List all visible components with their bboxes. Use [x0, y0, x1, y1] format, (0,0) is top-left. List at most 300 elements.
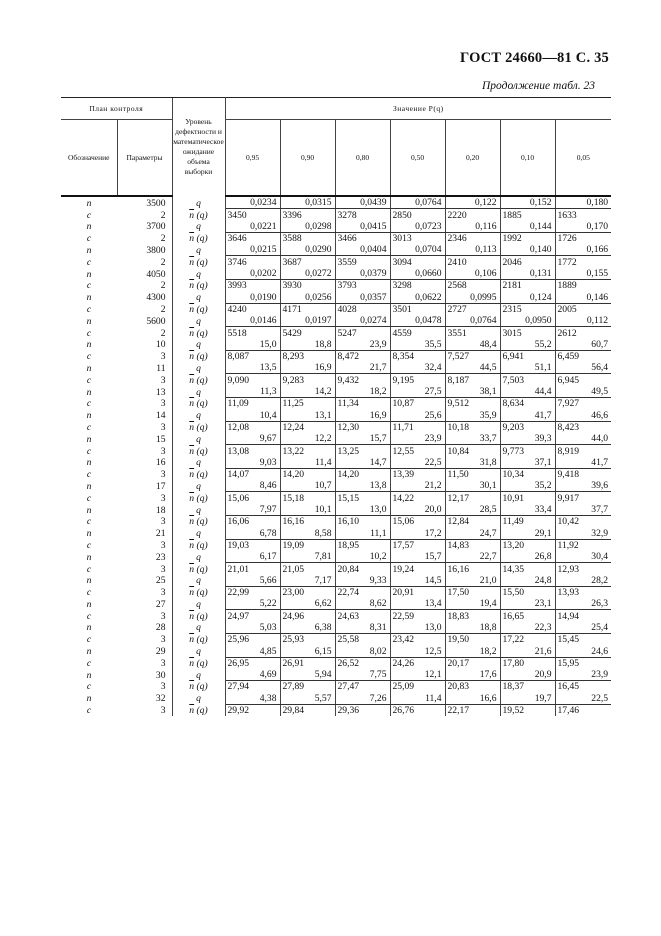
value-cell: 11,4 [280, 457, 335, 469]
table-row [61, 563, 611, 575]
row-parameter: 5600 [146, 315, 166, 327]
header-p-value: 0,50 [390, 120, 445, 197]
value-cell: 0,0950 [500, 315, 555, 327]
value-cell: 49,5 [555, 386, 611, 398]
value-cell: 0,0764 [445, 315, 500, 327]
value-cell: 14,20 [280, 468, 335, 480]
row-level: $\overline{n}$ (q) [172, 610, 225, 622]
value-cell: 0,124 [500, 291, 555, 303]
value-cell: 12,93 [555, 563, 611, 575]
table-row [61, 244, 611, 256]
value-cell: 16,6 [445, 692, 500, 704]
table-row [61, 421, 611, 433]
value-cell: 55,2 [500, 339, 555, 351]
value-cell: 51,1 [500, 362, 555, 374]
value-cell: 15,0 [225, 339, 280, 351]
row-symbol: n [86, 362, 92, 374]
row-level: q [172, 622, 225, 634]
value-cell: 16,10 [335, 516, 390, 528]
value-cell: 13,1 [280, 409, 335, 421]
value-cell: 17,57 [390, 539, 445, 551]
row-symbol: c [86, 398, 92, 410]
value-cell: 3501 [390, 303, 445, 315]
value-cell: 19,7 [500, 692, 555, 704]
value-cell: 0,180 [555, 196, 611, 209]
header-plan: План контроля [61, 98, 172, 120]
row-level: q [172, 221, 225, 233]
value-cell: 30,4 [555, 551, 611, 563]
value-cell: 24,26 [390, 657, 445, 669]
value-cell: 1772 [555, 256, 611, 268]
value-cell: 3559 [335, 256, 390, 268]
value-cell: 3551 [445, 327, 500, 339]
value-cell: 13,5 [225, 362, 280, 374]
row-parameter: 28 [155, 622, 166, 634]
value-cell: 0,0190 [225, 291, 280, 303]
value-cell: 25,6 [390, 409, 445, 421]
value-cell: 14,5 [390, 575, 445, 587]
value-cell: 33,7 [445, 433, 500, 445]
table-row [61, 468, 611, 480]
value-cell: 9,67 [225, 433, 280, 445]
value-cell: 23,1 [500, 598, 555, 610]
table-row [61, 539, 611, 551]
row-symbol: n [86, 292, 92, 304]
value-cell: 4,38 [225, 692, 280, 704]
value-cell: 3466 [335, 232, 390, 244]
value-cell: 14,2 [280, 386, 335, 398]
value-cell: 8,354 [390, 350, 445, 362]
table-row [61, 315, 611, 327]
value-cell: 10,1 [280, 504, 335, 516]
value-cell: 18,2 [445, 645, 500, 657]
row-level: $\overline{n}$ (q) [172, 468, 225, 480]
header-p-value: 0,10 [500, 120, 555, 197]
row-parameter: 3500 [146, 197, 166, 209]
value-cell: 8,919 [555, 445, 611, 457]
row-level: q [172, 409, 225, 421]
row-parameter: 3 [160, 657, 166, 669]
value-cell: 0,144 [500, 221, 555, 233]
row-symbol: n [86, 598, 92, 610]
row-level: q [172, 291, 225, 303]
value-cell: 44,5 [445, 362, 500, 374]
value-cell: 18,37 [500, 681, 555, 693]
row-level: $\overline{n}$ (q) [172, 681, 225, 693]
value-cell: 0,0995 [445, 291, 500, 303]
value-cell: 41,7 [555, 457, 611, 469]
value-cell: 10,84 [445, 445, 500, 457]
value-cell: 15,06 [225, 492, 280, 504]
value-cell: 20,83 [445, 681, 500, 693]
value-cell: 12,5 [390, 645, 445, 657]
row-symbol: c [86, 705, 92, 717]
header-designation: Обозначение [61, 120, 117, 197]
value-cell: 11,09 [225, 398, 280, 410]
row-symbol: n [86, 244, 92, 256]
row-parameter: 4300 [146, 292, 166, 304]
value-cell: 21,05 [280, 563, 335, 575]
table-row [61, 480, 611, 492]
value-cell: 23,9 [555, 669, 611, 681]
value-cell: 14,7 [335, 457, 390, 469]
value-cell: 2315 [500, 303, 555, 315]
value-cell: 15,06 [390, 516, 445, 528]
row-parameter: 4050 [146, 268, 166, 280]
table-row [61, 433, 611, 445]
row-level: q [172, 244, 225, 256]
value-cell: 18,8 [280, 339, 335, 351]
value-cell: 6,62 [280, 598, 335, 610]
value-cell: 0,122 [445, 196, 500, 209]
value-cell: 4240 [225, 303, 280, 315]
value-cell: 0,0256 [280, 291, 335, 303]
value-cell: 8,02 [335, 645, 390, 657]
row-symbol: c [86, 445, 92, 457]
table-row [61, 610, 611, 622]
row-parameter: 27 [155, 598, 166, 610]
value-cell: 15,7 [335, 433, 390, 445]
value-cell: 0,0704 [390, 244, 445, 256]
row-symbol: c [86, 657, 92, 669]
value-cell: 7,527 [445, 350, 500, 362]
value-cell: 22,99 [225, 586, 280, 598]
row-symbol: c [86, 610, 92, 622]
value-cell: 12,2 [280, 433, 335, 445]
row-symbol: n [86, 693, 92, 705]
value-cell: 0,0404 [335, 244, 390, 256]
value-cell: 17,22 [500, 633, 555, 645]
value-cell: 21,01 [225, 563, 280, 575]
value-cell: 16,16 [280, 516, 335, 528]
table-row [61, 457, 611, 469]
value-cell: 3450 [225, 209, 280, 221]
row-symbol: c [86, 587, 92, 599]
value-cell: 19,09 [280, 539, 335, 551]
value-cell: 0,116 [445, 221, 500, 233]
value-cell: 27,94 [225, 681, 280, 693]
value-cell: 25,58 [335, 633, 390, 645]
value-cell: 0,112 [555, 315, 611, 327]
value-cell: 0,113 [445, 244, 500, 256]
value-cell: 12,17 [445, 492, 500, 504]
value-cell: 22,17 [445, 704, 500, 716]
table-row [61, 386, 611, 398]
row-parameter: 2 [160, 303, 166, 315]
value-cell: 20,91 [390, 586, 445, 598]
value-cell: 26,91 [280, 657, 335, 669]
value-cell: 33,4 [500, 504, 555, 516]
table-row [61, 291, 611, 303]
value-cell: 14,35 [500, 563, 555, 575]
value-cell: 0,0146 [225, 315, 280, 327]
value-cell: 12,08 [225, 421, 280, 433]
value-cell: 3793 [335, 280, 390, 292]
value-cell: 12,30 [335, 421, 390, 433]
row-parameter: 2 [160, 256, 166, 268]
value-cell: 0,0439 [335, 196, 390, 209]
row-symbol: c [86, 280, 92, 292]
table-row [61, 692, 611, 704]
value-cell: 10,2 [335, 551, 390, 563]
row-level: $\overline{n}$ (q) [172, 445, 225, 457]
value-cell: 17,6 [445, 669, 500, 681]
value-cell: 19,4 [445, 598, 500, 610]
value-cell: 3687 [280, 256, 335, 268]
value-cell: 20,84 [335, 563, 390, 575]
row-parameter: 3 [160, 421, 166, 433]
row-level: q [172, 692, 225, 704]
row-level: q [172, 527, 225, 539]
value-cell: 9,917 [555, 492, 611, 504]
value-cell: 44,0 [555, 433, 611, 445]
row-parameter: 23 [155, 551, 166, 563]
value-cell: 19,52 [500, 704, 555, 716]
row-symbol: c [86, 303, 92, 315]
value-cell: 7,26 [335, 692, 390, 704]
table-row [61, 398, 611, 410]
value-cell: 13,20 [500, 539, 555, 551]
row-parameter: 3 [160, 469, 166, 481]
value-cell: 0,0415 [335, 221, 390, 233]
row-parameter: 17 [155, 480, 166, 492]
value-cell: 13,08 [225, 445, 280, 457]
value-cell: 15,45 [555, 633, 611, 645]
value-cell: 5,66 [225, 575, 280, 587]
table-row [61, 374, 611, 386]
row-parameter: 3 [160, 563, 166, 575]
value-cell: 3094 [390, 256, 445, 268]
row-symbol: c [86, 516, 92, 528]
row-symbol: n [86, 457, 92, 469]
value-cell: 8,634 [500, 398, 555, 410]
value-cell: 22,3 [500, 622, 555, 634]
value-cell: 6,941 [500, 350, 555, 362]
value-cell: 11,71 [390, 421, 445, 433]
value-cell: 0,0660 [390, 268, 445, 280]
value-cell: 39,3 [500, 433, 555, 445]
header-value: Значение P(q) [225, 98, 611, 120]
row-symbol: c [86, 539, 92, 551]
row-level: q [172, 504, 225, 516]
value-cell: 17,2 [390, 527, 445, 539]
row-level: $\overline{n}$ (q) [172, 398, 225, 410]
value-cell: 19,03 [225, 539, 280, 551]
row-symbol: n [86, 480, 92, 492]
value-cell: 26,95 [225, 657, 280, 669]
row-parameter: 3 [160, 539, 166, 551]
table-row [61, 445, 611, 457]
value-cell: 32,9 [555, 527, 611, 539]
row-symbol: n [86, 504, 92, 516]
value-cell: 24,8 [500, 575, 555, 587]
value-cell: 11,49 [500, 516, 555, 528]
row-parameter: 32 [155, 693, 166, 705]
row-parameter: 3 [160, 681, 166, 693]
value-cell: 0,0723 [390, 221, 445, 233]
value-cell: 3930 [280, 280, 335, 292]
value-cell: 26,8 [500, 551, 555, 563]
row-parameter: 29 [155, 646, 166, 658]
value-cell: 13,0 [390, 622, 445, 634]
value-cell: 35,9 [445, 409, 500, 421]
row-parameter: 3 [160, 705, 166, 717]
table-row [61, 633, 611, 645]
value-cell: 24,6 [555, 645, 611, 657]
value-cell: 31,8 [445, 457, 500, 469]
table-row [61, 280, 611, 292]
value-cell: 46,6 [555, 409, 611, 421]
value-cell: 21,7 [335, 362, 390, 374]
value-cell: 11,50 [445, 468, 500, 480]
value-cell: 0,0622 [390, 291, 445, 303]
value-cell: 1885 [500, 209, 555, 221]
row-parameter: 11 [156, 362, 166, 374]
row-level: $\overline{n}$ (q) [172, 256, 225, 268]
value-cell: 6,945 [555, 374, 611, 386]
value-cell: 5,22 [225, 598, 280, 610]
header-level: Уровень дефектности и математическое ожидание объема выборки [172, 98, 225, 197]
row-level: $\overline{n}$ (q) [172, 704, 225, 716]
value-cell: 23,00 [280, 586, 335, 598]
table-row [61, 232, 611, 244]
value-cell: 35,2 [500, 480, 555, 492]
value-cell: 0,0215 [225, 244, 280, 256]
value-cell: 6,459 [555, 350, 611, 362]
row-parameter: 3 [160, 374, 166, 386]
value-cell: 13,22 [280, 445, 335, 457]
value-cell: 11,25 [280, 398, 335, 410]
value-cell: 17,46 [555, 704, 611, 716]
value-cell: 0,0298 [280, 221, 335, 233]
row-level: q [172, 433, 225, 445]
value-cell: 17,50 [445, 586, 500, 598]
value-cell: 22,7 [445, 551, 500, 563]
table-row [61, 504, 611, 516]
value-cell: 48,4 [445, 339, 500, 351]
row-symbol: c [86, 233, 92, 245]
value-cell: 16,16 [445, 563, 500, 575]
value-cell: 2727 [445, 303, 500, 315]
row-parameter: 21 [155, 528, 166, 540]
value-cell: 24,97 [225, 610, 280, 622]
value-cell: 7,17 [280, 575, 335, 587]
page-title: ГОСТ 24660—81 С. 35 [460, 50, 609, 66]
value-cell: 26,52 [335, 657, 390, 669]
value-cell: 37,1 [500, 457, 555, 469]
value-cell: 14,22 [390, 492, 445, 504]
row-symbol: c [86, 563, 92, 575]
value-cell: 13,0 [335, 504, 390, 516]
row-symbol: c [86, 492, 92, 504]
header-p-value: 0,95 [225, 120, 280, 197]
value-cell: 26,3 [555, 598, 611, 610]
value-cell: 14,20 [335, 468, 390, 480]
value-cell: 3396 [280, 209, 335, 221]
value-cell: 0,131 [500, 268, 555, 280]
value-cell: 21,2 [390, 480, 445, 492]
row-parameter: 2 [160, 280, 166, 292]
row-symbol: c [86, 209, 92, 221]
table-continuation-caption: Продолжение табл. 23 [482, 80, 595, 92]
value-cell: 5,57 [280, 692, 335, 704]
value-cell: 2612 [555, 327, 611, 339]
row-level: $\overline{n}$ (q) [172, 633, 225, 645]
header-p-value: 0,80 [335, 120, 390, 197]
row-level: $\overline{n}$ (q) [172, 657, 225, 669]
row-symbol: n [86, 339, 92, 351]
row-symbol: c [86, 374, 92, 386]
value-cell: 12,84 [445, 516, 500, 528]
row-parameter: 10 [155, 339, 166, 351]
value-cell: 12,24 [280, 421, 335, 433]
value-cell: 16,9 [335, 409, 390, 421]
value-cell: 24,63 [335, 610, 390, 622]
table-row [61, 209, 611, 221]
row-parameter: 3 [160, 351, 166, 363]
value-cell: 8,423 [555, 421, 611, 433]
value-cell: 8,087 [225, 350, 280, 362]
value-cell: 24,7 [445, 527, 500, 539]
value-cell: 3646 [225, 232, 280, 244]
value-cell: 9,283 [280, 374, 335, 386]
value-cell: 3015 [500, 327, 555, 339]
row-parameter: 16 [155, 457, 166, 469]
header-parameters: Параметры [117, 120, 172, 197]
value-cell: 14,83 [445, 539, 500, 551]
value-cell: 9,418 [555, 468, 611, 480]
row-symbol: n [86, 575, 92, 587]
value-cell: 9,33 [335, 575, 390, 587]
value-cell: 22,5 [555, 692, 611, 704]
value-cell: 0,0197 [280, 315, 335, 327]
value-cell: 3278 [335, 209, 390, 221]
value-cell: 19,50 [445, 633, 500, 645]
value-cell: 9,090 [225, 374, 280, 386]
row-symbol: n [86, 646, 92, 658]
value-cell: 7,927 [555, 398, 611, 410]
value-cell: 0,0274 [335, 315, 390, 327]
value-cell: 27,5 [390, 386, 445, 398]
table-row [61, 409, 611, 421]
table-row [61, 598, 611, 610]
row-symbol: n [86, 386, 92, 398]
value-cell: 39,6 [555, 480, 611, 492]
value-cell: 18,95 [335, 539, 390, 551]
value-cell: 10,87 [390, 398, 445, 410]
value-cell: 0,146 [555, 291, 611, 303]
row-parameter: 25 [155, 575, 166, 587]
row-symbol: n [86, 197, 92, 209]
row-level: q [172, 386, 225, 398]
value-cell: 27,89 [280, 681, 335, 693]
value-cell: 23,42 [390, 633, 445, 645]
value-cell: 37,7 [555, 504, 611, 516]
header-p-value: 0,20 [445, 120, 500, 197]
value-cell: 6,17 [225, 551, 280, 563]
row-parameter: 3 [160, 492, 166, 504]
value-cell: 13,25 [335, 445, 390, 457]
value-cell: 16,65 [500, 610, 555, 622]
value-cell: 8,472 [335, 350, 390, 362]
value-cell: 8,46 [225, 480, 280, 492]
value-cell: 8,58 [280, 527, 335, 539]
value-cell: 8,293 [280, 350, 335, 362]
row-level: q [172, 362, 225, 374]
row-parameter: 3700 [146, 221, 166, 233]
value-cell: 3746 [225, 256, 280, 268]
value-cell: 0,0234 [225, 196, 280, 209]
